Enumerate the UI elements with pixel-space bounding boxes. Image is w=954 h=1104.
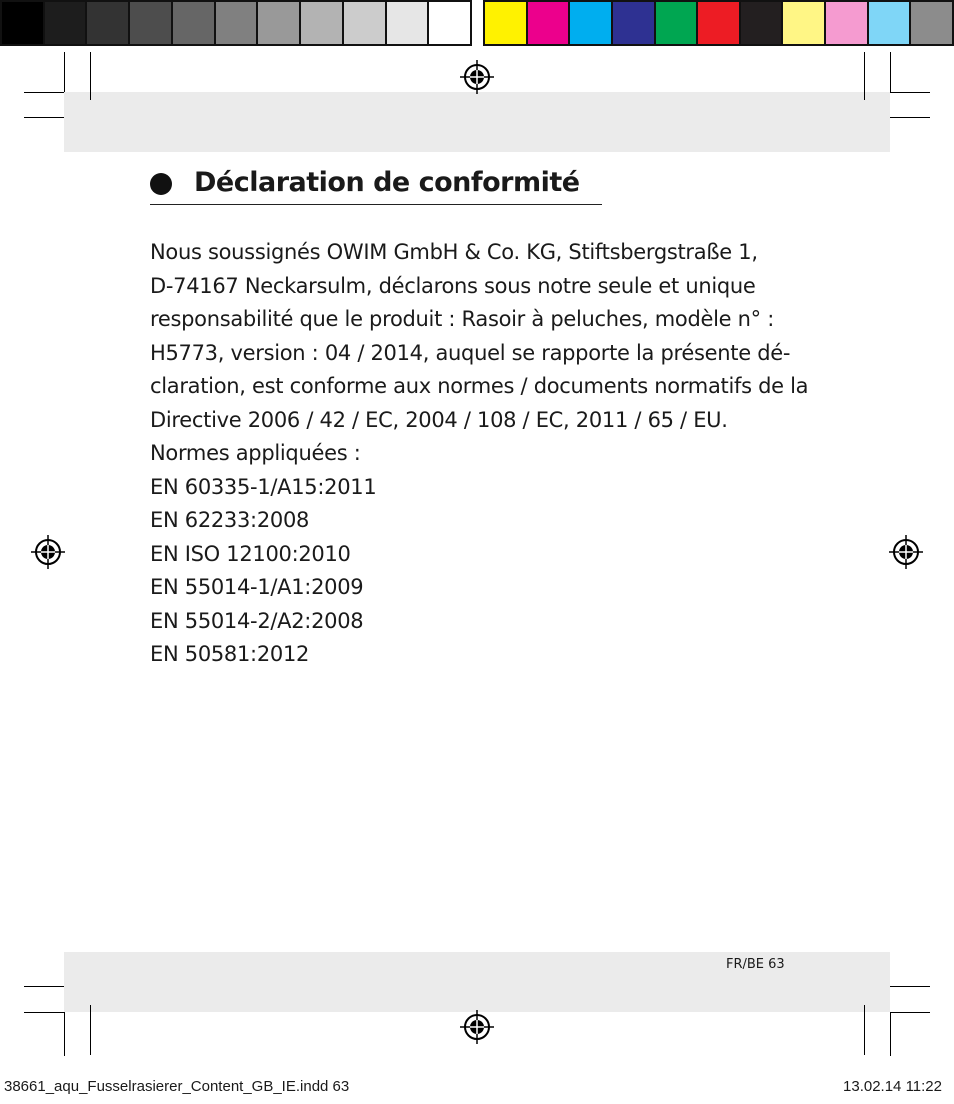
crop-mark (864, 52, 865, 100)
color-swatch (387, 2, 428, 44)
crop-mark (864, 1005, 865, 1055)
standard-item: EN 50581:2012 (150, 642, 310, 666)
color-swatch (258, 2, 299, 44)
registration-mark-icon (460, 1010, 494, 1044)
slug-datetime: 13.02.14 11:22 (843, 1078, 942, 1095)
color-swatch (45, 2, 86, 44)
registration-mark-icon (460, 60, 494, 94)
standard-item: EN 62233:2008 (150, 508, 310, 532)
color-swatch (173, 2, 214, 44)
color-swatch (344, 2, 385, 44)
process-color-bar (483, 0, 954, 46)
text-line: D-74167 Neckarsulm, déclarons sous notre seule et unique (150, 273, 756, 298)
standard-item: EN 60335-1/A15:2011 (150, 474, 377, 499)
crop-mark (890, 1012, 930, 1013)
color-swatch (570, 2, 611, 44)
color-swatch (130, 2, 171, 44)
color-swatch (216, 2, 257, 44)
standard-item: EN 55014-2/A2:2008 (150, 608, 364, 633)
color-swatch (656, 2, 697, 44)
declaration-text (150, 236, 810, 672)
crop-mark (890, 1012, 891, 1056)
bullet-icon (150, 173, 172, 195)
crop-mark (64, 52, 65, 92)
color-swatch (528, 2, 569, 44)
color-swatch (911, 2, 952, 44)
color-swatch (613, 2, 654, 44)
text-line: Directive 2006 / 42 / EC, 2004 / 108 / EC, 2011 / 65 / EU. (150, 407, 728, 432)
crop-mark (890, 986, 930, 987)
registration-mark-icon (31, 535, 65, 569)
crop-mark (24, 986, 64, 987)
color-swatch (741, 2, 782, 44)
header-band (64, 92, 890, 152)
color-swatch (869, 2, 910, 44)
page-title: Déclaration de conformité (194, 167, 580, 198)
crop-mark (24, 92, 64, 93)
standard-item: EN ISO 12100:2010 (150, 541, 351, 566)
section-heading (150, 164, 602, 205)
crop-mark (890, 117, 930, 118)
crop-mark (890, 92, 930, 93)
crop-mark (24, 117, 64, 118)
text-line: Nous soussignés OWIM GmbH & Co. KG, Stiftsbergstraße 1, (150, 240, 758, 264)
registration-mark-icon (889, 535, 923, 569)
gray-color-bar (0, 0, 472, 46)
color-swatch (87, 2, 128, 44)
color-swatch (783, 2, 824, 44)
text-line: H5773, version : 04 / 2014, auquel se rapporte la présente dé- (150, 340, 791, 365)
crop-mark (64, 1012, 65, 1056)
slug-filename: 38661_aqu_Fusselrasierer_Content_GB_IE.indd 63 (4, 1078, 350, 1095)
crop-mark (890, 52, 891, 92)
text-line: Normes appliquées : (150, 441, 361, 465)
color-swatch (485, 2, 526, 44)
text-line: responsabilité que le produit : Rasoir à peluches, modèle n° : (150, 307, 775, 331)
standard-item: EN 55014-1/A1:2009 (150, 575, 364, 599)
crop-mark (90, 52, 91, 100)
color-swatch (429, 2, 470, 44)
crop-mark (90, 1005, 91, 1055)
color-swatch (2, 2, 43, 44)
text-line: claration, est conforme aux normes / documents normatifs de la (150, 374, 809, 398)
color-swatch (826, 2, 867, 44)
color-swatch (301, 2, 342, 44)
color-swatch (698, 2, 739, 44)
crop-mark (24, 1012, 64, 1013)
page-number: FR/BE 63 (726, 957, 785, 972)
